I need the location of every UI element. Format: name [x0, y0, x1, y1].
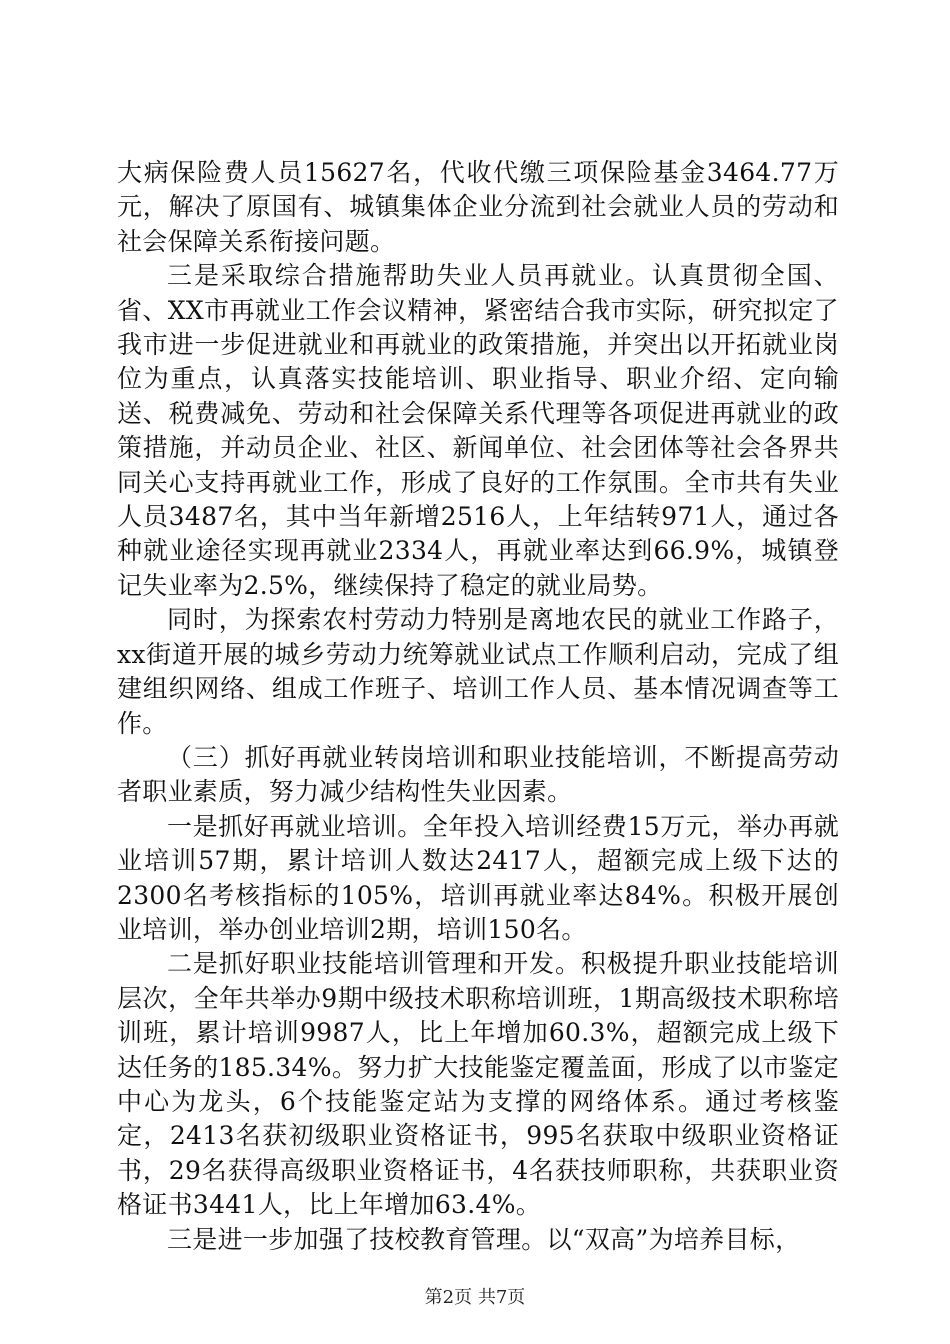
section-heading-training: （三）抓好再就业转岗培训和职业技能培训，不断提高劳动者职业素质，努力减少结构性失业因素。	[117, 742, 839, 807]
document-body	[117, 156, 839, 1257]
paragraph-reemployment-measures: 三是采取综合措施帮助失业人员再就业。认真贯彻全国、省、XX市再就业工作会议精神，紧密结合我市实际，研究拟定了我市进一步促进就业和再就业的政策措施，并突出以开拓就业岗位为重点，认真落实技能培训、职业指导、职业介绍、定向输送、税费减免、劳动和社会保障关系代理等各项促进再就业的政策措施，并动员企业、社区、新闻单位、社会团体等社会各界共同关心支持再就业工作，形成了良好的工作氛围。全市共有失业人员3487名，其中当年新增2516人，上年结转971人，通过各种就业途径实现再就业2334人，再就业率达到66.9%，城镇登记失业率为2.5%，继续保持了稳定的就业局势。	[117, 261, 839, 600]
paragraph-rural-labor-pilot: 同时，为探索农村劳动力特别是离地农民的就业工作路子，xx街道开展的城乡劳动力统筹就业试点工作顺利启动，完成了组建组织网络、组成工作班子、培训工作人员、基本情况调查等工作。	[117, 605, 839, 738]
paragraph-technical-school: 三是进一步加强了技校教育管理。以“双高”为培养目标，	[167, 1224, 801, 1254]
paragraph-vocational-skills: 二是抓好职业技能培训管理和开发。积极提升职业技能培训层次，全年共举办9期中级技术职称培训班，1期高级技术职称培训班，累计培训9987人，比上年增加60.3%，超额完成上级下达任务的185.34%。努力扩大技能鉴定覆盖面，形成了以市鉴定中心为龙头，6个技能鉴定站为支撑的网络体系。通过考核鉴定，2413名获初级职业资格证书，995名获取中级职业资格证书，29名获得高级职业资格证书，4名获技师职称，共获职业资格证书3441人，比上年增加63.4%。	[117, 949, 839, 1220]
paragraph-insurance-continuation: 大病保险费人员15627名，代收代缴三项保险基金3464.77万元，解决了原国有、城镇集体企业分流到社会就业人员的劳动和社会保障关系衔接问题。	[117, 158, 839, 256]
page-number-footer: 第2页 共7页	[424, 1287, 526, 1308]
paragraph-reemployment-training: 一是抓好再就业培训。全年投入培训经费15万元，举办再就业培训57期，累计培训人数达2417人，超额完成上级下达的2300名考核指标的105%，培训再就业率达84%。积极开展创业培训，举办创业培训2期，培训150名。	[117, 811, 839, 944]
